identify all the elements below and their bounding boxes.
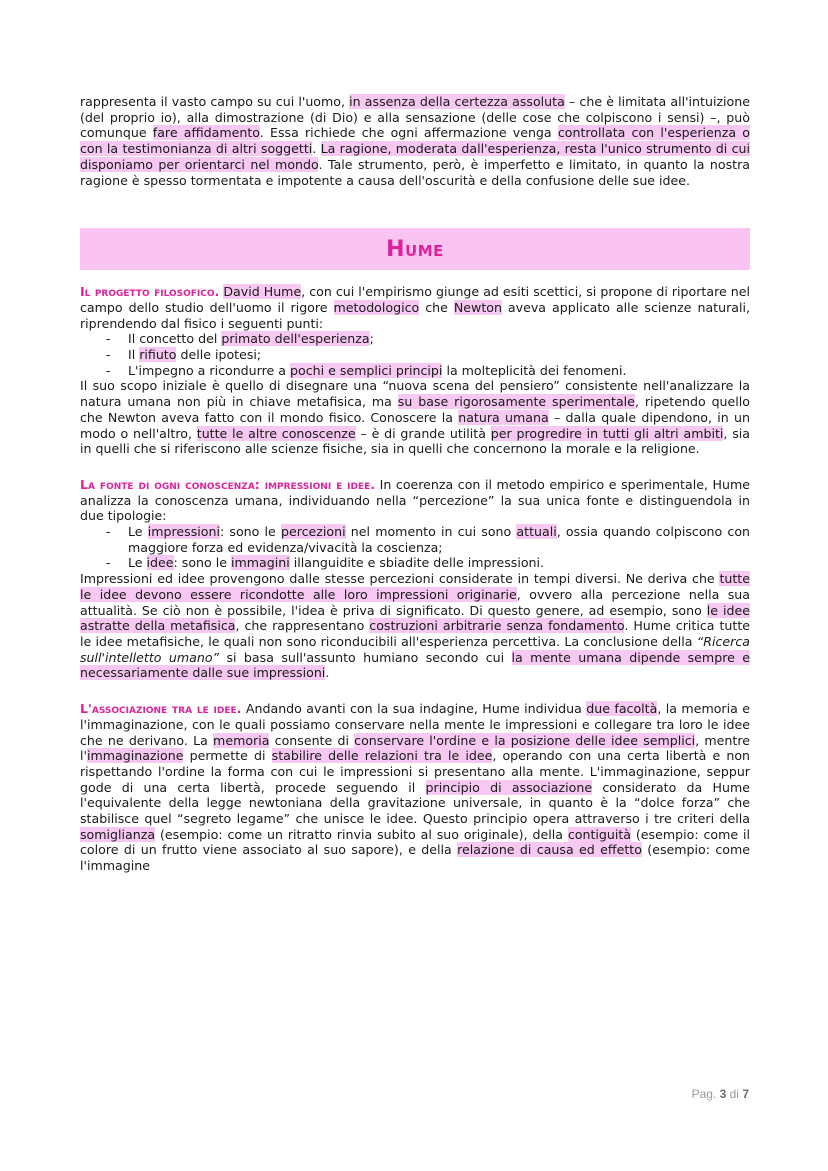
conoscenza-list — [80, 524, 750, 571]
section-heading: La fonte di ogni conoscenza: impressioni e idee. — [80, 476, 376, 492]
progetto-list — [80, 331, 750, 378]
section-banner — [80, 228, 750, 270]
section-progetto — [80, 284, 750, 457]
progetto-paragraph: Il progetto filosofico. David Hume, con cui l'empirismo giunge ad esiti scettici, si propone di riportare nel campo dello studio dell'uomo il rigore metodologico che Newton aveva applicato alle scienze naturali, riprendendo dal fisico i seguenti punti: — [80, 284, 750, 331]
section-heading: L'associazione tra le idee. — [80, 701, 242, 717]
section-conoscenza — [80, 477, 750, 681]
list-item: - Le impressioni: sono le percezioni nel momento in cui sono attuali, ossia quando colpiscono con maggiore forza ed evidenza/vivacità la coscienza; — [128, 524, 750, 555]
conoscenza-paragraph-2: Impressioni ed idee provengono dalle stesse percezioni considerate in tempi diversi. Ne deriva che tutte le idee devono essere ricondotte alle loro impressioni originarie, ovvero alla percezione nella sua attualità. Se ciò non è possibile, l'idea è priva di significato. Di questo genere, ad esempio, sono le idee astratte della metafisica, che rappresentano costruzioni arbitrarie senza fondamento. Hume critica tutte le idee metafisiche, le quali non sono riconducibili all'esperienza percettiva. La conclusione della “Ricerca sull'intelletto umano” si basa sull'assunto humiano secondo cui la mente umana dipende sempre e necessariamente dalle sue impressioni. — [80, 571, 751, 681]
banner-title: Hume — [386, 236, 444, 262]
document-page — [80, 94, 750, 874]
list-item: - Il rifiuto delle ipotesi; — [128, 347, 750, 363]
list-item: - L'impegno a ricondurre a pochi e semplici principi la molteplicità dei fenomeni. — [128, 363, 750, 379]
associazione-paragraph: L'associazione tra le idee. Andando avanti con la sua indagine, Hume individua due facoltà, la memoria e l'immaginazione, con le quali possiamo conservare nella mente le impressioni e collegare tra loro le idee che ne derivano. La memoria consente di conservare l'ordine e la posizione delle idee semplici, mentre l'immaginazione permette di stabilire delle relazioni tra le idee, operando con una certa libertà e non rispettando l'ordine la forma con cui le impressioni si presentano alla mente. L'immaginazione, seppur gode di una certa libertà, procede seguendo il principio di associazione considerato da Hume l'equivalente della legge newtoniana della gravitazione universale, in quanto è la “dolce forza” che stabilisce quel “segreto legame” che unisce le idee. Questo principio opera attraverso i tre criteri della somiglianza (esempio: come un ritratto rinvia subito al suo originale), della contiguità (esempio: come il colore di un frutto viene associato al suo sapore), e della relazione di causa ed effetto (esempio: come l'immagine — [80, 701, 751, 874]
list-item: - Il concetto del primato dell'esperienza; — [128, 331, 750, 347]
list-item: - Le idee: sono le immagini illanguidite e sbiadite delle impressioni. — [128, 555, 750, 571]
page-number: Pag. 3 di 7 — [691, 1087, 749, 1101]
section-associazione — [80, 701, 750, 874]
section-heading: Il progetto filosofico. — [80, 284, 220, 300]
progetto-paragraph-2: Il suo scopo iniziale è quello di disegnare una “nuova scena del pensiero” consistente nell'analizzare la natura umana non più in chiave metafisica, ma su base rigorosamente sperimentale, ripetendo quello che Newton aveva fatto con il mondo fisico. Conoscere la natura umana – dalla quale dipendono, in un modo o nell'altro, tutte le altre conoscenze – è di grande utilità per progredire in tutti gli altri ambiti, sia in quelli che si riferiscono alle scienze fisiche, sia in quelli che concernono la morale e la religione. — [80, 378, 751, 457]
conoscenza-paragraph: La fonte di ogni conoscenza: impressioni e idee. In coerenza con il metodo empirico e sperimentale, Hume analizza la conoscenza umana, individuando nella “percezione” la sua unica fonte e distinguendola in due tipologie: — [80, 476, 750, 524]
intro-paragraph: rappresenta il vasto campo su cui l'uomo, in assenza della certezza assoluta – che è limitata all'intuizione (del proprio io), alla dimostrazione (di Dio) e alla sensazione (delle cose che colpiscono i sensi) –, può comunque fare affidamento. Essa richiede che ogni affermazione venga controllata con l'esperienza o con la testimonianza di altri soggetti. La ragione, moderata dall'esperienza, resta l'unico strumento di cui disponiamo per orientarci nel mondo. Tale strumento, però, è imperfetto e limitato, in quanto la nostra ragione è spesso tormentata e impotente a causa dell'oscurità e della confusione delle sue idee. — [80, 94, 751, 188]
